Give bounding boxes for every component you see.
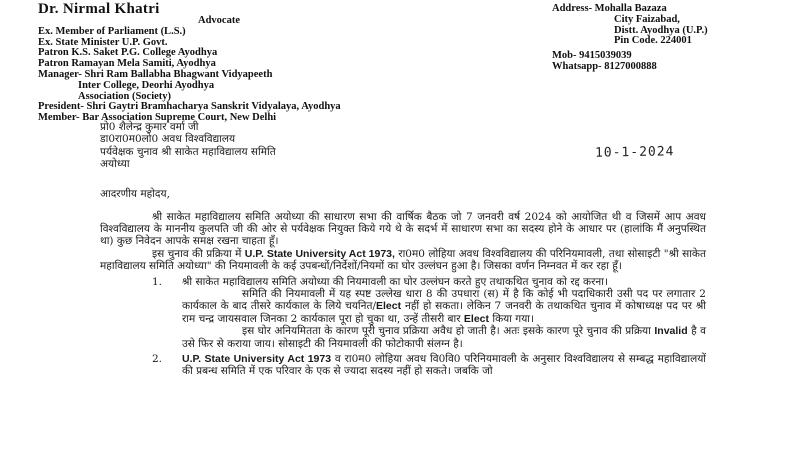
addressee-line: प्रो0 शैलेन्द्र कुमार वर्मा जी [100, 121, 199, 133]
list-number: 2. [152, 353, 163, 365]
subparagraph-text: नहीं हो सकता। लेकिन 7 जनवरी के तथाकथित चुनाव में कोषाध्यक्ष पद पर श्री राम चन्द्र जायसवाल जिनका 2 कार्यकाल पूरा हो चुका था, उन्हें तीसरी बार [182, 300, 706, 325]
letter-body [100, 121, 706, 378]
list-item-text: व रा0म0 लोहिया अवध वि0वि0 परिनियमावली के अनुसार विश्वविद्यालय से सम्बद्ध महाविद्यालयों की प्रबन्ध समिति में एक परिवार के एक से ज्यादा सदस्य नहीं हो सकते। जबकि जो [182, 353, 707, 378]
address-line: City Faizabad, [614, 13, 680, 25]
address-line: Address- Mohalla Bazaza [552, 3, 667, 14]
issues-list [100, 276, 706, 378]
mobile-number: Mob- 9415039039 [552, 50, 632, 62]
elect-term: Elect [463, 312, 490, 325]
elect-term: Elect [376, 300, 402, 313]
list-subparagraph [182, 325, 706, 350]
addressee-line: डा0रा0म0लो0 अवध विश्वविद्यालय [100, 133, 236, 146]
list-number: 1. [152, 275, 163, 288]
subparagraph-text: समिति की नियमावली में यह स्पष्ट उल्लेख धारा 8 की उपधारा (स) में है कि कोई भी पदाधिकारी उसी पद पर लगातार 2 कार्यकाल के बाद तीसरे कार्यकाल के लिये चयनित/ [182, 287, 706, 313]
title-advocate: Advocate [198, 15, 240, 26]
author-name: Dr. Nirmal Khatri [38, 1, 160, 17]
list-subparagraph [182, 288, 706, 325]
list-item-text: श्री साकेत महाविद्यालय समिति अयोध्या की नियमावली का घोर उल्लंघन करते हुए तथाकथित चुनाव को रद्द करना। [182, 275, 608, 288]
title-manager-cont2: Association (Society) [78, 90, 172, 102]
address-line: Distt. Ayodhya (U.P.) [614, 24, 708, 36]
title-manager-cont1: Inter College, Deorhi Ayodhya [78, 79, 215, 91]
addressee-line: पर्यवेक्षक चुनाव श्री साकेत महाविद्यालय समिति [100, 145, 276, 158]
subparagraph-text: किया गया। [492, 312, 535, 325]
whatsapp-number: Whatsapp- 8127000888 [552, 60, 657, 72]
subparagraph-text: इस घोर अनियमितता के कारण पूरी चुनाव प्रक्रिया अवैध हो जाती है। अतः इसके कारण पूरे चुनाव की प्रक्रिया [242, 325, 651, 338]
list-item [100, 353, 706, 378]
addressee-line: अयोध्या [100, 158, 130, 171]
title-president: President- Shri Gaytri Bramhacharya Sanskrit Vidyalaya, Ayodhya [38, 101, 341, 113]
paragraph-2-text: इस चुनाव की प्रक्रिया में [152, 247, 242, 260]
handwritten-date: 10-1-2024 [594, 144, 675, 161]
letterhead-right [552, 4, 782, 73]
title-ex-minister: Ex. State Minister U.P. Govt. [38, 36, 168, 48]
act-reference: U.P. State University Act 1973 [182, 353, 332, 365]
invalid-term: Invalid [654, 325, 688, 338]
letterhead-left [38, 2, 508, 124]
title-member: Member- Bar Association Supreme Court, New Delhi [38, 112, 277, 124]
title-manager: Manager- Shri Ram Ballabha Bhagwant Vidyapeeth [38, 68, 273, 80]
paragraph-1: श्री साकेत महाविद्यालय समिति अयोध्या की साधारण सभा की वार्षिक बैठक जो 7 जनवरी वर्ष 2024 को आयोजित थी व जिसमें आप अवध विश्वविद्यालय के माननीय कुलपति जी की ओर से पर्यवेक्षक नियुक्त किये गये थे के सदर्भ में साधारण सभा का सदस्य होने के आधार पर (हालांकि मैं अनुपस्थित था) कुछ निवेदन आपके समक्ष रखना चाहता हूँ। [100, 210, 706, 248]
title-patron-mela: Patron Ramayan Mela Samiti, Ayodhya [38, 58, 216, 70]
act-reference: U.P. State University Act 1973, [244, 247, 395, 260]
subparagraph-text: है व उसे फिर से कराया जाय। सोसाइटी की नियमावली की फोटोकापी संलग्न है। [182, 325, 706, 350]
paragraph-2 [100, 248, 706, 273]
title-ex-mp: Ex. Member of Parliament (L.S.) [38, 25, 186, 37]
paragraph-2-text: रा0म0 लोहिया अवध विश्वविद्यालय की परिनियमावली, तथा सोसाइटी "श्री साकेत महाविद्यालय समिति अयोध्या" की नियमावली के कई उपबन्धों/निर्देशों/नियमों का घोर उल्लंघन हुआ है। जिसका वर्णन निम्नवत में कर रहा हूँ। [100, 247, 706, 273]
title-patron-college: Patron K.S. Saket P.G. College Ayodhya [38, 47, 218, 59]
addressee-block [100, 121, 706, 171]
salutation: आदरणीय महोदय, [100, 187, 170, 200]
list-item [100, 276, 706, 350]
address-line: Pin Code. 224001 [614, 35, 692, 47]
